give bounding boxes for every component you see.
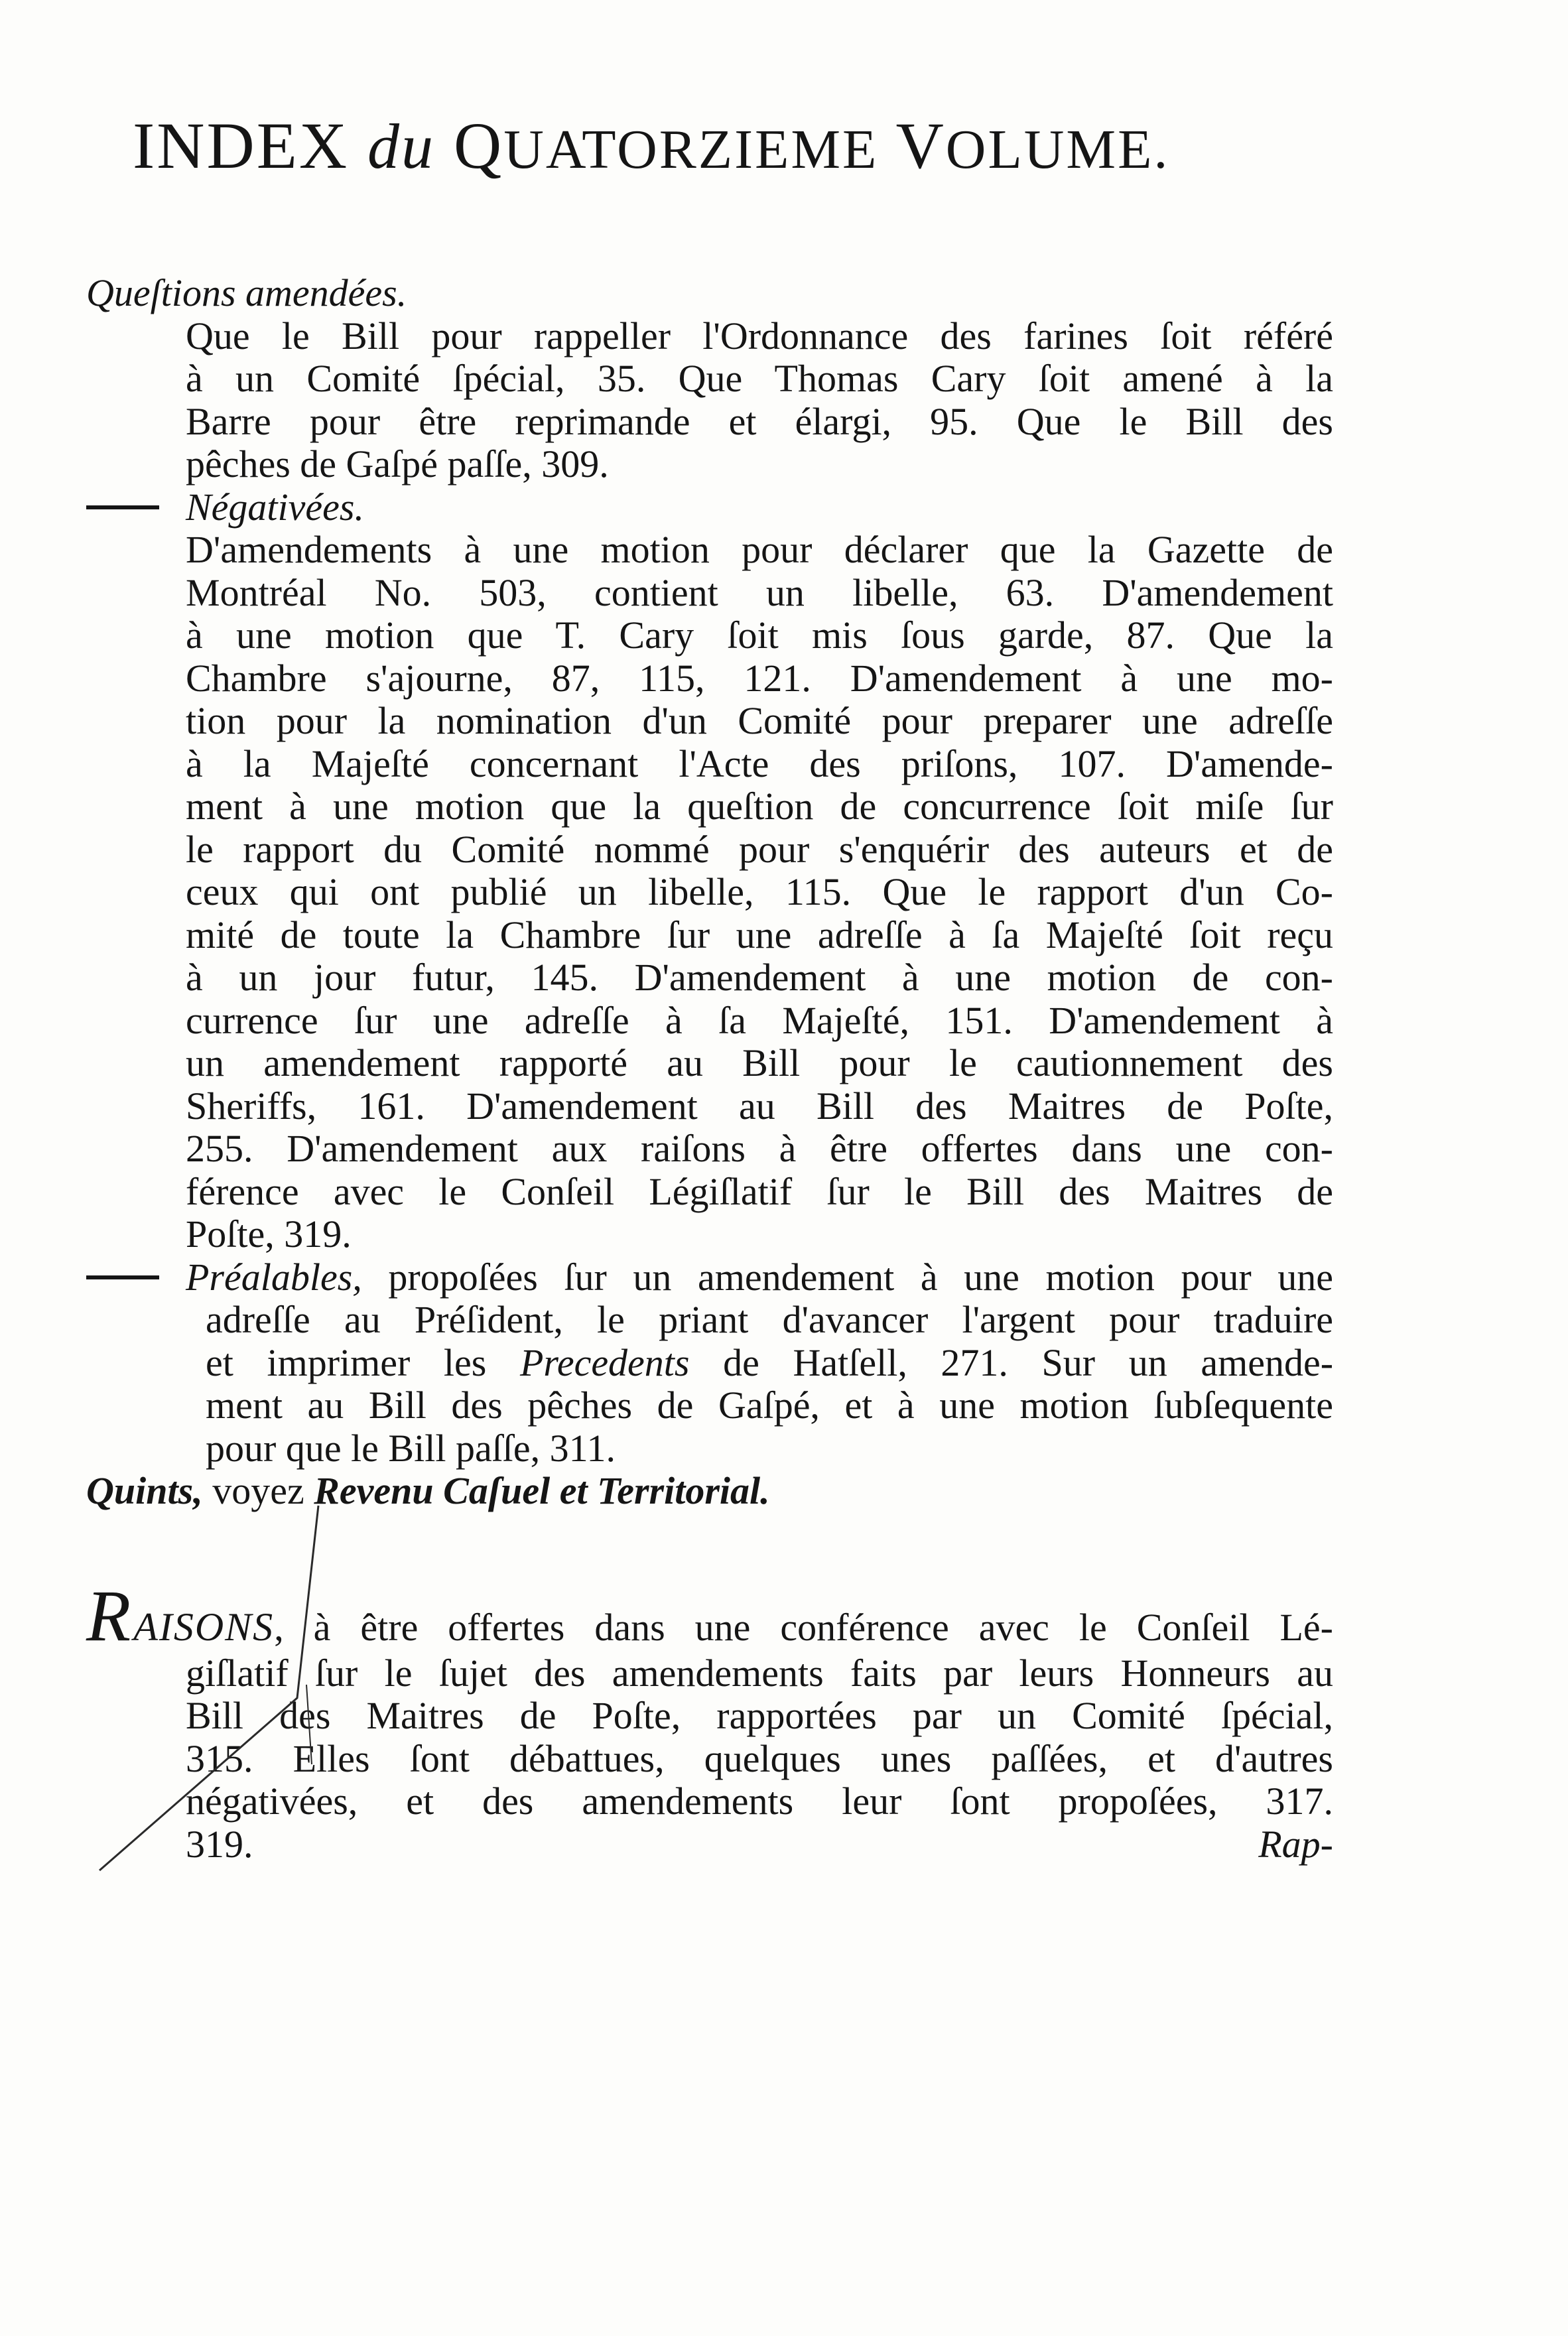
entry-line: à une motion que T. Cary ſoit mis ſous garde, 87. Que la — [186, 614, 1333, 657]
entry-line-last: 319. Rap- — [186, 1822, 1333, 1866]
title-v-rest: OLUME. — [945, 119, 1170, 180]
entry-line: ceux qui ont publié un libelle, 115. Que le rapport d'un Co- — [186, 870, 1333, 913]
entry-line: le rapport du Comité nommé pour s'enquérir des auteurs et de — [186, 827, 1333, 871]
entry-line: tion pour la nomination d'un Comité pour preparer une adreſſe — [186, 699, 1333, 742]
entry-line: à un Comité ſpécial, 35. Que Thomas Cary ſoit amené à la — [186, 357, 1333, 400]
pen-stroke — [306, 1685, 312, 1764]
entry-line: négativées, et des amendements leur ſont propoſées, 317. — [186, 1780, 1333, 1823]
catchword: Rap- — [1258, 1822, 1333, 1866]
entry-line: adreſſe au Préſident, le priant d'avancer l'argent pour traduire — [206, 1298, 1333, 1341]
entry-heading-prealables: Préalables, — [186, 1255, 362, 1299]
entry-line: ment à une motion que la queſtion de concurrence ſoit miſe ſur — [186, 785, 1333, 828]
entry-heading-raisons: AISONS — [133, 1604, 275, 1649]
entry-heading-questions: Queſtions amendées. — [86, 271, 407, 314]
entry-line: currence ſur une adreſſe à ſa Majeſté, 151. D'amendement à — [186, 998, 1333, 1042]
entry-prealables-first: Préalables, propoſées ſur un amendement à une motion pour une — [86, 1256, 1333, 1299]
title-du: du — [367, 111, 436, 182]
entry-raisons-first: R AISONS , à être offertes dans une conférence avec le Conſeil Lé- — [86, 1575, 1333, 1656]
entry-line: un amendement rapporté au Bill pour le cautionnement des — [186, 1041, 1333, 1084]
entry-line: à la Majeſté concernant l'Acte des priſons, 107. D'amende- — [186, 742, 1333, 785]
entry-quints: Quints, voyez Revenu Caſuel et Territorial. — [86, 1469, 770, 1512]
entry-line: pour que le Bill paſſe, 311. — [206, 1426, 616, 1470]
entry-line: ment au Bill des pêches de Gaſpé, et à une motion ſubſequente — [206, 1384, 1333, 1427]
entry-line: Poſte, 319. — [186, 1212, 352, 1256]
entry-line: Barre pour être reprimande et élargi, 95. Que le Bill des — [186, 399, 1333, 443]
italic-precedents: Precedents — [519, 1340, 690, 1384]
entry-line: Chambre s'ajourne, 87, 115, 121. D'amendement à une mo- — [186, 656, 1333, 700]
entry-line: Sheriffs, 161. D'amendement au Bill des Maitres de Poſte, — [186, 1084, 1333, 1128]
entry-line: mité de toute la Chambre ſur une adreſſe à ſa Majeſté ſoit reçu — [186, 913, 1333, 956]
entry-line: pêches de Gaſpé paſſe, 309. — [186, 442, 609, 486]
entry-line: 315. Elles ſont débattues, quelques unes paſſées, et d'autres — [186, 1736, 1333, 1780]
entry-line: 255. D'amendement aux raiſons à être offertes dans une con- — [186, 1127, 1333, 1170]
entry-heading-quints: Quints, — [86, 1469, 203, 1512]
title-index: INDEX — [133, 109, 350, 182]
title-v-cap: V — [895, 109, 946, 182]
title-q-cap: Q — [454, 109, 504, 182]
entry-line: Que le Bill pour rappeller l'Ordonnance des farines ſoit référé — [186, 314, 1333, 357]
drop-cap: R — [86, 1575, 131, 1656]
entry-line: giſlatif ſur le ſujet des amendements faits par leurs Honneurs au — [186, 1651, 1333, 1695]
entry-line: férence avec le Conſeil Légiſlatif ſur le Bill des Maitres de — [186, 1169, 1333, 1213]
entry-heading-negativees: Négativées. — [86, 486, 1333, 529]
entry-line: D'amendements à une motion pour déclarer que la Gazette de — [186, 528, 1333, 571]
entry-line: Montréal No. 503, contient un libelle, 63. D'amendement — [186, 570, 1333, 614]
title-q-rest: UATORZIEME — [503, 119, 879, 180]
pen-stroke — [99, 1506, 318, 1870]
entry-line: à un jour futur, 145. D'amendement à une motion de con- — [186, 956, 1333, 999]
entry-line: et imprimer les Precedents de Hatſell, 271. Sur un amende- — [206, 1340, 1334, 1384]
entry-line: Bill des Maitres de Poſte, rapportées par un Comité ſpécial, — [186, 1694, 1333, 1737]
cross-reference: Revenu Caſuel et Territorial. — [314, 1469, 770, 1512]
